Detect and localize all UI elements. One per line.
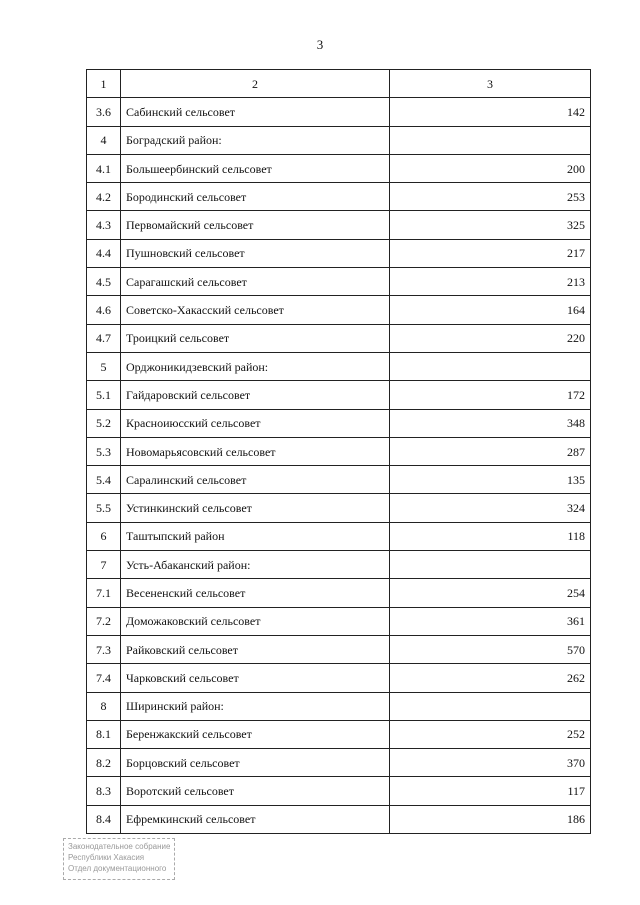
row-name: Орджоникидзевский район: bbox=[121, 352, 390, 380]
row-name: Весененский сельсовет bbox=[121, 579, 390, 607]
row-number: 5.3 bbox=[87, 437, 121, 465]
row-number: 4.7 bbox=[87, 324, 121, 352]
row-number: 7.3 bbox=[87, 635, 121, 663]
row-value bbox=[390, 692, 591, 720]
table-row bbox=[87, 409, 591, 437]
row-value: 117 bbox=[390, 777, 591, 805]
table-row bbox=[87, 777, 591, 805]
row-name: Ефремкинский сельсовет bbox=[121, 805, 390, 833]
row-name: Советско-Хакасский сельсовет bbox=[121, 296, 390, 324]
row-value: 348 bbox=[390, 409, 591, 437]
row-name: Пушновский сельсовет bbox=[121, 239, 390, 267]
row-name: Сарагашский сельсовет bbox=[121, 268, 390, 296]
row-value: 287 bbox=[390, 437, 591, 465]
row-name: Райковский сельсовет bbox=[121, 635, 390, 663]
row-name: Сабинский сельсовет bbox=[121, 98, 390, 126]
row-value: 252 bbox=[390, 720, 591, 748]
table-row bbox=[87, 352, 591, 380]
row-number: 4.4 bbox=[87, 239, 121, 267]
table-row bbox=[87, 126, 591, 154]
row-number: 5 bbox=[87, 352, 121, 380]
row-value: 253 bbox=[390, 183, 591, 211]
row-number: 7.2 bbox=[87, 607, 121, 635]
row-number: 7.1 bbox=[87, 579, 121, 607]
row-name: Гайдаровский сельсовет bbox=[121, 381, 390, 409]
row-name: Новомарьясовский сельсовет bbox=[121, 437, 390, 465]
table-row bbox=[87, 268, 591, 296]
row-number: 7 bbox=[87, 551, 121, 579]
row-name: Устинкинский сельсовет bbox=[121, 494, 390, 522]
header-cell-3: 3 bbox=[390, 70, 591, 98]
row-name: Борцовский сельсовет bbox=[121, 749, 390, 777]
row-number: 4.6 bbox=[87, 296, 121, 324]
table-row bbox=[87, 692, 591, 720]
registration-stamp bbox=[63, 838, 175, 880]
table-row bbox=[87, 381, 591, 409]
row-value: 254 bbox=[390, 579, 591, 607]
table-row bbox=[87, 664, 591, 692]
row-number: 4.5 bbox=[87, 268, 121, 296]
row-number: 8 bbox=[87, 692, 121, 720]
row-name: Воротский сельсовет bbox=[121, 777, 390, 805]
stamp-line: Республики Хакасия bbox=[68, 853, 145, 862]
row-value: 135 bbox=[390, 466, 591, 494]
table-row bbox=[87, 522, 591, 550]
row-name: Беренжакский сельсовет bbox=[121, 720, 390, 748]
row-value: 324 bbox=[390, 494, 591, 522]
table-row bbox=[87, 607, 591, 635]
page-number: 3 bbox=[316, 37, 324, 52]
table-row bbox=[87, 466, 591, 494]
row-value: 213 bbox=[390, 268, 591, 296]
row-name: Ширинский район: bbox=[121, 692, 390, 720]
row-value: 118 bbox=[390, 522, 591, 550]
row-name: Боградский район: bbox=[121, 126, 390, 154]
table-row bbox=[87, 154, 591, 182]
table-row bbox=[87, 494, 591, 522]
row-number: 4.3 bbox=[87, 211, 121, 239]
row-name: Доможаковский сельсовет bbox=[121, 607, 390, 635]
row-value: 172 bbox=[390, 381, 591, 409]
row-name: Усть-Абаканский район: bbox=[121, 551, 390, 579]
row-name: Чарковский сельсовет bbox=[121, 664, 390, 692]
row-number: 4 bbox=[87, 126, 121, 154]
row-value: 370 bbox=[390, 749, 591, 777]
row-number: 5.1 bbox=[87, 381, 121, 409]
row-value: 200 bbox=[390, 154, 591, 182]
table-row bbox=[87, 183, 591, 211]
row-value: 217 bbox=[390, 239, 591, 267]
table-row bbox=[87, 749, 591, 777]
row-name: Таштыпский район bbox=[121, 522, 390, 550]
row-number: 8.4 bbox=[87, 805, 121, 833]
table-row bbox=[87, 324, 591, 352]
row-number: 8.1 bbox=[87, 720, 121, 748]
table-row bbox=[87, 296, 591, 324]
stamp-line: Законодательное собрание bbox=[68, 842, 170, 851]
row-value: 164 bbox=[390, 296, 591, 324]
row-number: 4.1 bbox=[87, 154, 121, 182]
row-name: Первомайский сельсовет bbox=[121, 211, 390, 239]
row-number: 6 bbox=[87, 522, 121, 550]
header-cell-2: 2 bbox=[121, 70, 390, 98]
row-value bbox=[390, 126, 591, 154]
table-row bbox=[87, 579, 591, 607]
table-row bbox=[87, 551, 591, 579]
row-value: 325 bbox=[390, 211, 591, 239]
row-value bbox=[390, 352, 591, 380]
row-number: 3.6 bbox=[87, 98, 121, 126]
row-value: 220 bbox=[390, 324, 591, 352]
row-name: Саралинский сельсовет bbox=[121, 466, 390, 494]
table-row bbox=[87, 635, 591, 663]
row-name: Троицкий сельсовет bbox=[121, 324, 390, 352]
stamp-line: Отдел документационного bbox=[68, 864, 167, 873]
row-value: 361 bbox=[390, 607, 591, 635]
row-value bbox=[390, 551, 591, 579]
table-row bbox=[87, 211, 591, 239]
row-number: 4.2 bbox=[87, 183, 121, 211]
row-value: 186 bbox=[390, 805, 591, 833]
row-name: Красноиюсский сельсовет bbox=[121, 409, 390, 437]
table-row bbox=[87, 437, 591, 465]
data-table bbox=[86, 69, 591, 834]
table-row bbox=[87, 239, 591, 267]
row-value: 142 bbox=[390, 98, 591, 126]
row-value: 570 bbox=[390, 635, 591, 663]
table-row bbox=[87, 720, 591, 748]
row-number: 5.5 bbox=[87, 494, 121, 522]
table-row bbox=[87, 805, 591, 833]
row-number: 5.4 bbox=[87, 466, 121, 494]
row-value: 262 bbox=[390, 664, 591, 692]
row-number: 5.2 bbox=[87, 409, 121, 437]
row-number: 8.3 bbox=[87, 777, 121, 805]
table-row bbox=[87, 98, 591, 126]
row-name: Большеербинский сельсовет bbox=[121, 154, 390, 182]
row-name: Бородинский сельсовет bbox=[121, 183, 390, 211]
table-header-row bbox=[87, 70, 591, 98]
row-number: 8.2 bbox=[87, 749, 121, 777]
header-cell-1: 1 bbox=[87, 70, 121, 98]
row-number: 7.4 bbox=[87, 664, 121, 692]
